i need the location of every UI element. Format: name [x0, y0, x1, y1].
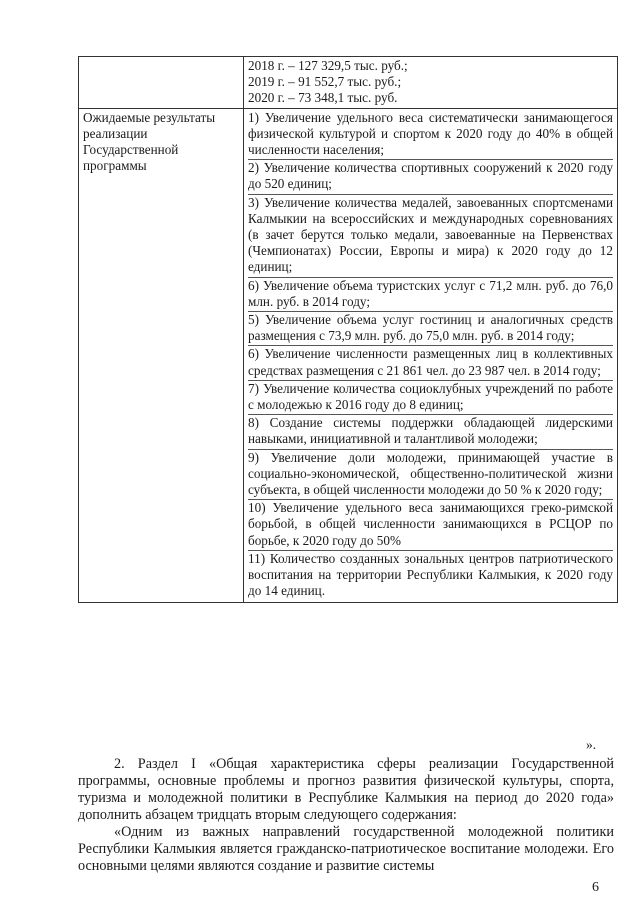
- finance-values-cell: [244, 57, 618, 109]
- paragraph-1: 2. Раздел I «Общая характеристика сферы реализации Государственной программы, основные проблемы и прогноз развития физической культуры, спорта, туризма и молодежной политики в Республике Калмыкия на период до 2020 года» дополнить абзацем тридцать вторым следующего содержания:: [78, 756, 614, 823]
- paragraph-2: «Одним из важных направлений государственной молодежной политики Республики Калмыкия является гражданско-патриотическое воспитание молодежи. Его основными целями являются создание и развитие системы: [78, 824, 614, 874]
- result-item-7: 7) Увеличение количества социоклубных учреждений по работе с молодежью к 2016 году до 8 единиц;: [248, 381, 613, 415]
- amendment-text: [78, 756, 614, 875]
- result-item-9: 9) Увеличение доли молодежи, принимающей участие в социально-экономической, общественно-политической жизни субъекта, в общей численности молодежи до 50 % к 2020 году;: [248, 450, 613, 501]
- result-item-5: 5) Увеличение объема услуг гостиниц и аналогичных средств размещения с 73,9 млн. руб. до 75,0 млн. руб. в 2014 году;: [248, 312, 613, 346]
- result-item-2: 2) Увеличение количества спортивных сооружений к 2020 году до 520 единиц;: [248, 160, 613, 194]
- results-label-cell: Ожидаемые результаты реализации Государственной программы: [79, 108, 244, 602]
- finance-label-cell: [79, 57, 244, 109]
- result-item-3: 3) Увеличение количества медалей, завоеванных спортсменами Калмыкии на всероссийских и международных соревнованиях (в зачет берутся только медали, завоеванные на Первенствах (Чемпионатах) России, Европы и мира) к 2020 году до 12 единиц;: [248, 195, 613, 278]
- result-item-11: 11) Количество созданных зональных центров патриотического воспитания на территории Республики Калмыкия, к 2020 году до 14 единиц.: [248, 550, 613, 599]
- result-item-4: 6) Увеличение объема туристских услуг с 71,2 млн. руб. до 76,0 млн. руб. в 2014 году;: [248, 278, 613, 312]
- finance-row: [79, 57, 618, 109]
- result-item-10: 10) Увеличение удельного веса занимающихся греко-римской борьбой, в общей численности занимающихся в РСЦОР по борьбе, к 2020 году до 50%: [248, 500, 613, 551]
- closing-quote-mark: ».: [586, 737, 597, 752]
- finance-line-2020: 2020 г. – 73 348,1 тыс. руб.: [248, 90, 398, 106]
- result-item-8: 8) Создание системы поддержки обладающей лидерскими навыками, инициативной и талантливой молодежи;: [248, 415, 613, 449]
- finance-line-2018: 2018 г. – 127 329,5 тыс. руб.;: [248, 58, 408, 73]
- result-item-6: 6) Увеличение численности размещенных лиц в коллективных средствах размещения с 21 861 чел. до 23 987 чел. в 2014 году;: [248, 346, 613, 380]
- page-number: 6: [592, 880, 599, 895]
- results-values-cell: [244, 108, 618, 602]
- finance-line-2019: 2019 г. – 91 552,7 тыс. руб.;: [248, 74, 402, 90]
- program-passport-table: [78, 56, 618, 603]
- results-row: [79, 108, 618, 602]
- result-item-1: 1) Увеличение удельного веса систематически занимающегося физической культурой и спортом к 2020 году до 40% в общей численности населения;: [248, 110, 613, 161]
